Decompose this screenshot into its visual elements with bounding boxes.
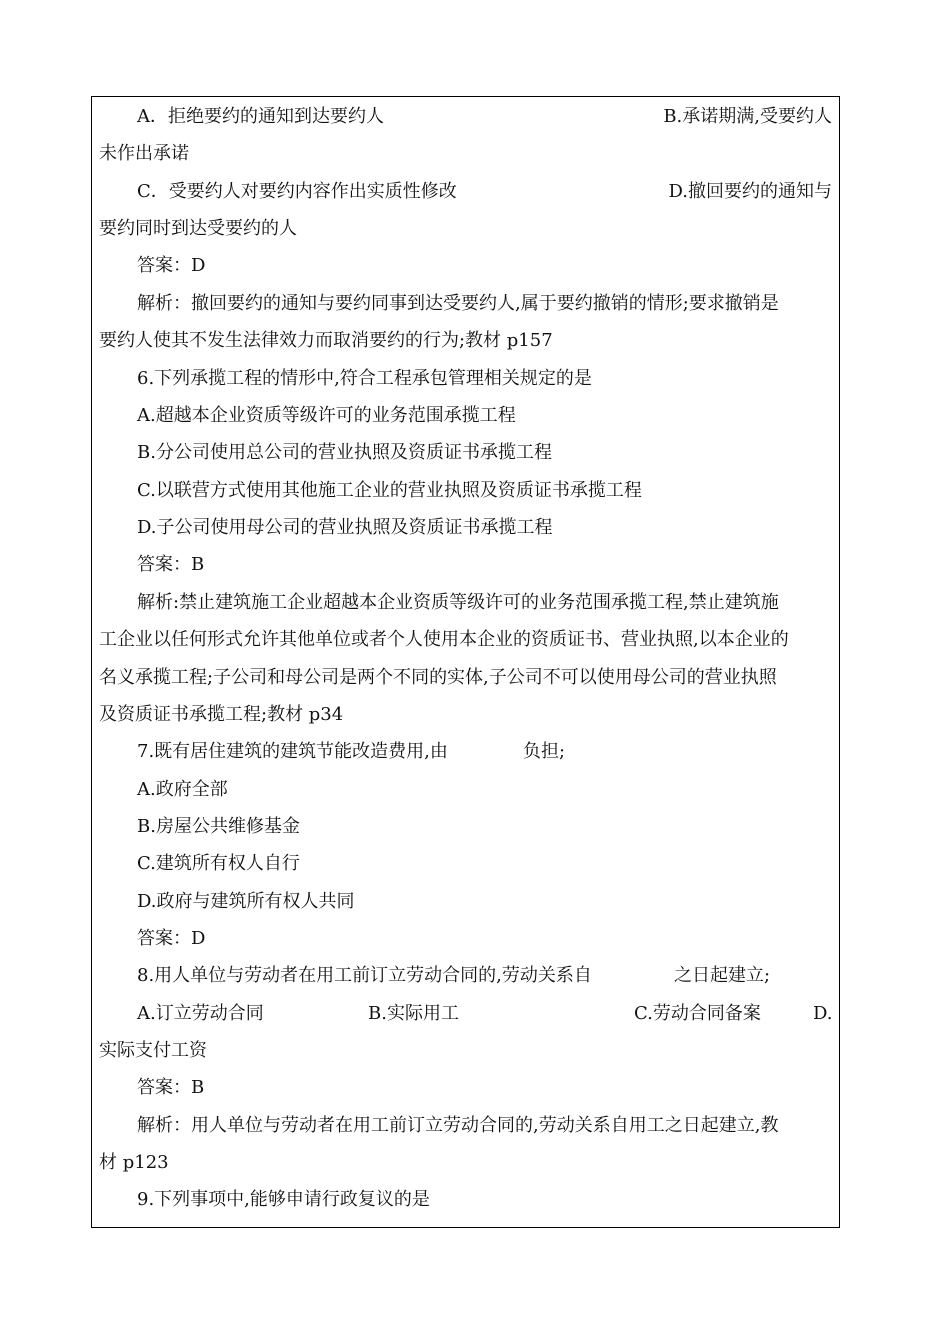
q5-option-a: A．拒绝要约的通知到达要约人 bbox=[137, 106, 384, 127]
q6-answer: 答案：B bbox=[137, 554, 205, 575]
q8-question-post: 之日起建立; bbox=[674, 965, 771, 986]
q5-answer: 答案：D bbox=[137, 255, 206, 276]
q5-analysis-line-1: 解析：撤回要约的通知与要约同事到达受要约人,属于要约撤销的情形;要求撤销是 bbox=[137, 293, 779, 314]
q8-question-pre: 8.用人单位与劳动者在用工前订立劳动合同的,劳动关系自 bbox=[137, 965, 592, 986]
q5-option-d-end: 要约同时到达受要约的人 bbox=[99, 218, 297, 239]
q8-analysis-line-1: 解析：用人单位与劳动者在用工前订立劳动合同的,劳动关系自用工之日起建立,教 bbox=[137, 1115, 779, 1136]
q8-option-a: A.订立劳动合同 bbox=[137, 1003, 264, 1024]
q5-options-cd bbox=[137, 173, 832, 210]
q8-option-b: B.实际用工 bbox=[368, 1003, 459, 1024]
q8-option-d-start: D. bbox=[813, 1003, 833, 1024]
q8-option-c: C.劳动合同备案 bbox=[634, 1003, 761, 1024]
q7-option-b: B.房屋公共维修基金 bbox=[137, 816, 300, 837]
q5-option-b-end: 未作出承诺 bbox=[99, 143, 189, 164]
q8-answer: 答案：B bbox=[137, 1077, 205, 1098]
q6-option-d: D.子公司使用母公司的营业执照及资质证书承揽工程 bbox=[137, 517, 553, 538]
q6-option-a: A.超越本企业资质等级许可的业务范围承揽工程 bbox=[137, 405, 516, 426]
q8-question bbox=[137, 957, 870, 994]
q6-analysis-line-2: 工企业以任何形式允许其他单位或者个人使用本企业的资质证书、营业执照,以本企业的 bbox=[99, 629, 789, 650]
q8-analysis-line-2: 材 p123 bbox=[99, 1152, 169, 1173]
q7-option-d: D.政府与建筑所有权人共同 bbox=[137, 891, 355, 912]
q6-analysis-line-4: 及资质证书承揽工程;教材 p34 bbox=[99, 704, 344, 725]
q7-option-c: C.建筑所有权人自行 bbox=[137, 853, 300, 874]
q5-option-b-start: B.承诺期满,受要约人 bbox=[663, 106, 832, 127]
q6-option-c: C.以联营方式使用其他施工企业的营业执照及资质证书承揽工程 bbox=[137, 480, 642, 501]
q6-analysis-line-3: 名义承揽工程;子公司和母公司是两个不同的实体,子公司不可以使用母公司的营业执照 bbox=[99, 667, 777, 688]
q8-options bbox=[137, 995, 870, 1032]
q6-analysis-line-1: 解析:禁止建筑施工企业超越本企业资质等级许可的业务范围承揽工程,禁止建筑施 bbox=[137, 592, 779, 613]
q5-analysis-line-2: 要约人使其不发生法律效力而取消要约的行为;教材 p157 bbox=[99, 330, 553, 351]
q7-question-post: 负担; bbox=[523, 741, 566, 762]
q7-question bbox=[137, 733, 870, 770]
q7-option-a: A.政府全部 bbox=[137, 779, 228, 800]
q6-option-b: B.分公司使用总公司的营业执照及资质证书承揽工程 bbox=[137, 442, 552, 463]
q7-answer: 答案：D bbox=[137, 928, 206, 949]
q5-option-d-start: D.撤回要约的通知与 bbox=[668, 181, 832, 202]
q5-options-ab bbox=[137, 98, 832, 135]
q7-question-pre: 7.既有居住建筑的建筑节能改造费用,由 bbox=[137, 741, 448, 762]
q8-option-d-end: 实际支付工资 bbox=[99, 1040, 207, 1061]
q6-question: 6.下列承揽工程的情形中,符合工程承包管理相关规定的是 bbox=[137, 368, 592, 389]
q5-option-c: C．受要约人对要约内容作出实质性修改 bbox=[137, 181, 457, 202]
q9-question: 9.下列事项中,能够申请行政复议的是 bbox=[137, 1189, 430, 1210]
